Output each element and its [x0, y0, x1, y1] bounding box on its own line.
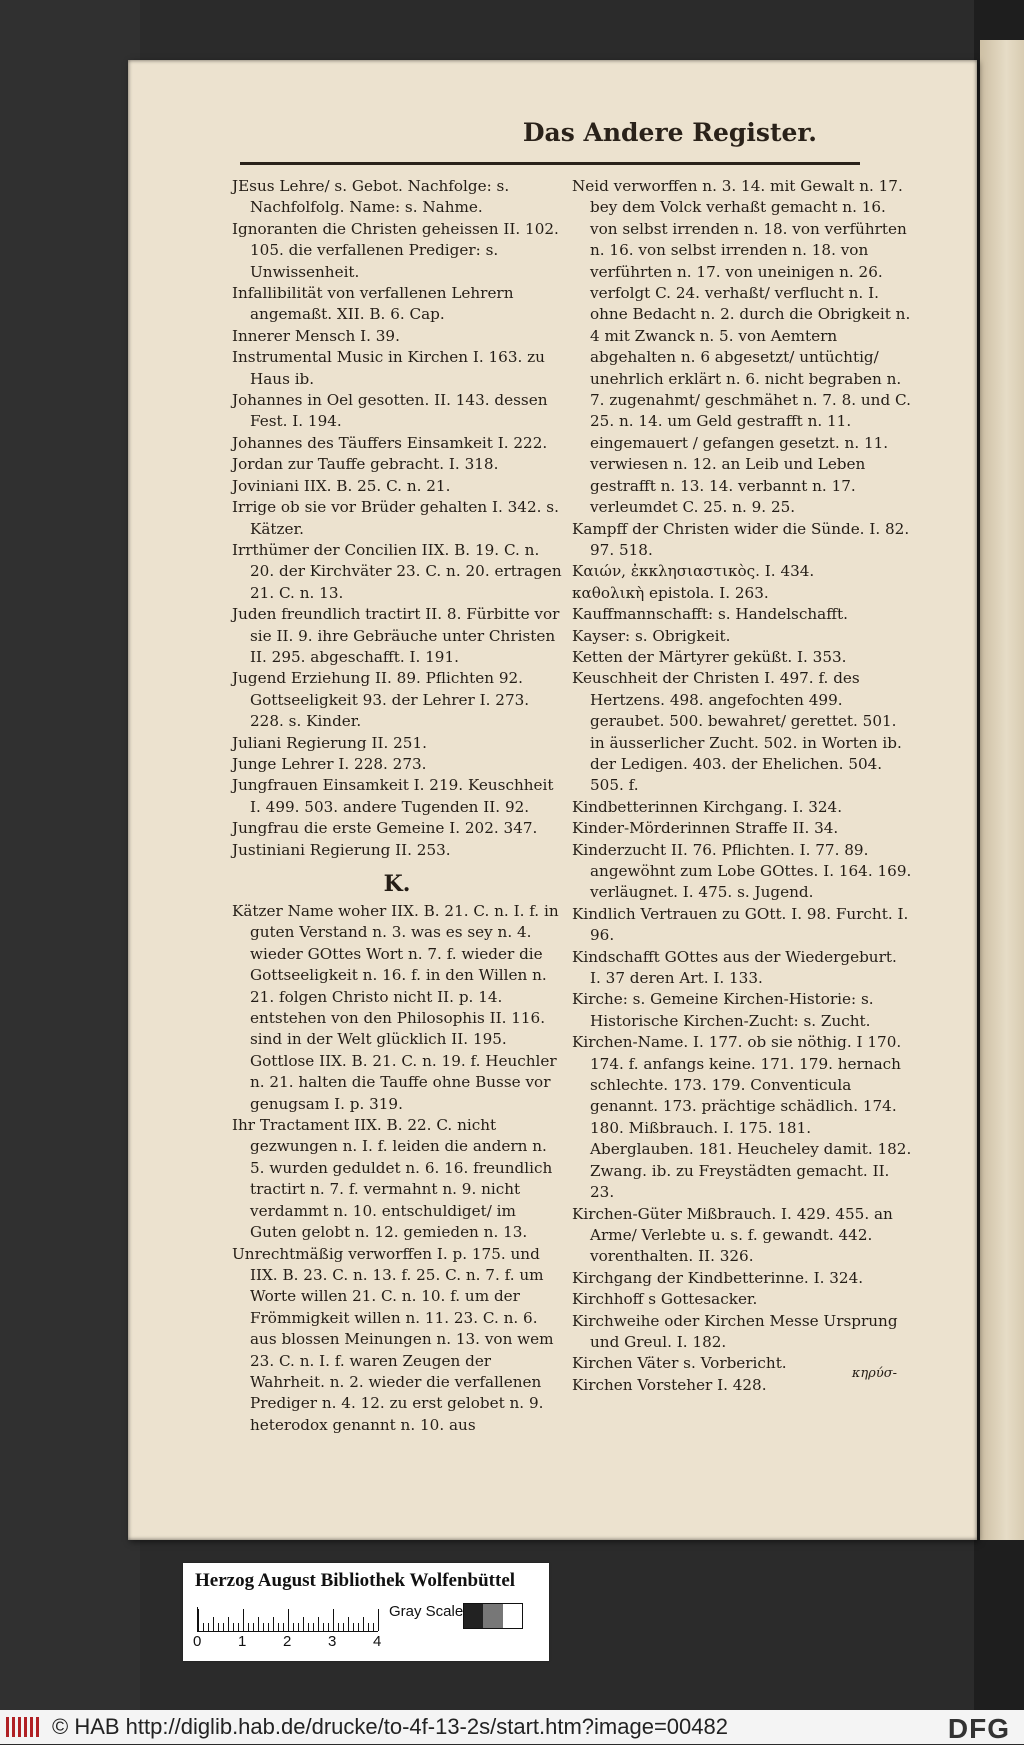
- right-column: [572, 176, 912, 1396]
- ruler-tick: [233, 1623, 234, 1631]
- index-entry: Ketten der Märtyrer geküßt. I. 353.: [572, 647, 847, 666]
- ruler-number: 2: [283, 1633, 292, 1650]
- gray-scale-label: Gray Scale: [389, 1603, 464, 1620]
- index-entry: Kirchhoff s Gottesacker.: [572, 1290, 758, 1309]
- index-entry: Johannes des Täuffers Einsamkeit I. 222.: [232, 433, 548, 452]
- index-entry: Johannes in Oel gesotten. II. 143. dessen Fest. I. 194.: [232, 391, 548, 431]
- library-name: Herzog August Bibliothek Wolfenbüttel: [195, 1570, 516, 1591]
- ruler-tick: [283, 1623, 284, 1631]
- index-entry: Jungfrauen Einsamkeit I. 219. Keuschheit I. 499. 503. andere Tugenden II. 92.: [232, 776, 554, 816]
- ruler-number: 4: [373, 1633, 382, 1650]
- ruler-tick: [288, 1609, 289, 1631]
- catchword: κηρύσ-: [851, 1366, 897, 1381]
- ruler: [197, 1607, 378, 1632]
- ruler-tick: [358, 1623, 359, 1631]
- index-entry: Juliani Regierung II. 251.: [232, 733, 427, 752]
- dfg-logo: DFG: [947, 1713, 1010, 1744]
- index-entry: Kirchen-Güter Mißbrauch. I. 429. 455. an Arme/ Verlebte u. s. f. gewandt. 442. vorenthalten. II. 326.: [572, 1204, 893, 1266]
- ruler-tick: [208, 1623, 209, 1631]
- index-entry: Infallibilität von verfallenen Lehrern angemaßt. XII. B. 6. Cap.: [232, 284, 514, 324]
- ruler-tick: [278, 1623, 279, 1631]
- index-entry: Joviniani IIX. B. 25. C. n. 21.: [232, 476, 451, 495]
- ruler-tick: [293, 1623, 294, 1631]
- section-letter-k: K.: [383, 871, 411, 897]
- page-header: [128, 118, 977, 158]
- ruler-tick: [308, 1623, 309, 1631]
- index-entry: Ignoranten die Christen geheissen II. 102. 105. die verfallenen Prediger: s. Unwissenheit.: [232, 219, 559, 281]
- index-entry: Καιών, ἐκκλησιαστικὸς. I. 434.: [572, 562, 815, 581]
- header-rule: [240, 162, 860, 165]
- index-entry: Kayser: s. Obrigkeit.: [572, 626, 731, 645]
- page-title: Das Andere Register.: [522, 118, 817, 147]
- ruler-tick: [313, 1623, 314, 1631]
- index-entry: Kirchen-Name. I. 177. ob sie nöthig. I 170. 174. f. anfangs keine. 171. 179. hernach schlechte. 173. 179. Conventicula genannt. 173. prächtige schädlich. 174. 180. Mißbrauch. I. 175. 181. Aberglauben. 181. Heucheley damit. 182. Zwang. ib. zu Freystädten gemacht. II. 23.: [572, 1033, 912, 1202]
- ruler-tick: [213, 1617, 214, 1631]
- index-entry: Kätzer Name woher IIX. B. 21. C. n. I. f. in guten Verstand n. 3. was es sey n. 4. wieder GOttes Wort n. 7. f. wieder die Gottseeligkeit n. 16. f. in den Willen n. 21. folgen Christo nicht II. p. 14. entstehen von den Philosophis II. 116. sind in der Welt glücklich II. 195. Gottlose IIX. B. 21. C. n. 19. f. Heuchler n. 21. halten die Tauffe ohne Busse vor genugsam I. p. 319.: [232, 902, 559, 1113]
- hab-logo-icon: [6, 1715, 44, 1739]
- ruler-tick: [298, 1623, 299, 1631]
- ruler-tick: [338, 1623, 339, 1631]
- index-entry: Kampff der Christen wider die Sünde. I. 82. 97. 518.: [572, 519, 910, 559]
- index-entry: Kirche: s. Gemeine Kirchen-Historie: s. Historische Kirchen-Zucht: s. Zucht.: [572, 990, 874, 1030]
- ruler-tick: [253, 1623, 254, 1631]
- ruler-tick: [258, 1617, 259, 1631]
- index-entry: Justiniani Regierung II. 253.: [232, 840, 451, 859]
- index-entry: Innerer Mensch I. 39.: [232, 326, 400, 345]
- color-scale-card: [183, 1563, 549, 1661]
- index-entry: Kauffmannschafft: s. Handelschafft.: [572, 605, 848, 624]
- index-entry: Kirchen Vorsteher I. 428.: [572, 1375, 767, 1394]
- ruler-tick: [263, 1623, 264, 1631]
- ruler-tick: [318, 1617, 319, 1631]
- ruler-tick: [248, 1623, 249, 1631]
- ruler-tick: [243, 1609, 244, 1631]
- ruler-tick: [203, 1623, 204, 1631]
- ruler-tick: [343, 1623, 344, 1631]
- ruler-tick: [268, 1623, 269, 1631]
- index-entry: Jugend Erziehung II. 89. Pflichten 92. Gottseeligkeit 93. der Lehrer I. 273. 228. s. Kinder.: [232, 669, 530, 731]
- index-entry: Keuschheit der Christen I. 497. f. des Hertzens. 498. angefochten 499. geraubet. 500. bewahret/ gerettet. 501. in äusserlicher Zucht. 502. in Worten ib. der Ledigen. 403. der Ehelichen. 504. 505. f.: [572, 669, 902, 795]
- ruler-tick: [273, 1617, 274, 1631]
- ruler-tick: [373, 1623, 374, 1631]
- index-entry: Junge Lehrer I. 228. 273.: [232, 754, 427, 773]
- index-entry: Jungfrau die erste Gemeine I. 202. 347.: [232, 819, 538, 838]
- ruler-number: 3: [328, 1633, 337, 1650]
- index-entry: Kinder-Mörderinnen Straffe II. 34.: [572, 819, 839, 838]
- ruler-tick: [223, 1623, 224, 1631]
- index-entry: Ihr Tractament IIX. B. 22. C. nicht gezwungen n. I. f. leiden die andern n. 5. wurden geduldet n. 6. 16. freundlich tractirt n. 7. f. vermahnt n. 9. nicht verdammt n. 10. entschuldiget/ im Guten gelobt n. 12. gemieden n. 13.: [232, 1116, 553, 1242]
- ruler-tick: [333, 1609, 334, 1631]
- index-entry: Kirchen Väter s. Vorbericht.: [572, 1354, 787, 1373]
- entries-before-k: [232, 176, 562, 861]
- ruler-number: 0: [193, 1633, 202, 1650]
- index-entry: Unrechtmäßig verworffen I. p. 175. und IIX. B. 23. C. n. 13. f. 25. C. n. 7. f. um Worte willen 21. C. n. 10. f. um der Frömmigkeit willen n. 11. 23. C. n. 6. aus blossen Meinungen n. 13. von wem 23. C. n. I. f. waren Zeugen der Wahrheit. n. 2. wieder die verfallenen Prediger n. 4. 12. zu erst gelobet n. 9. heterodox genannt n. 10. aus: [232, 1244, 554, 1434]
- ruler-tick: [228, 1617, 229, 1631]
- ruler-tick: [303, 1617, 304, 1631]
- index-entry: Kindbetterinnen Kirchgang. I. 324.: [572, 797, 843, 816]
- index-entry: καθολικὴ epistola. I. 263.: [572, 583, 769, 602]
- scan-background-left: [0, 0, 140, 1710]
- index-entry: Kirchweihe oder Kirchen Messe Ursprung und Greul. I. 182.: [572, 1311, 898, 1351]
- ruler-tick: [348, 1617, 349, 1631]
- ruler-tick: [328, 1623, 329, 1631]
- entries-after-k: [232, 901, 562, 1436]
- ruler-number: 1: [238, 1633, 247, 1650]
- ruler-tick: [238, 1623, 239, 1631]
- index-entry: Neid verworffen n. 3. 14. mit Gewalt n. 17. bey dem Volck verhaßt gemacht n. 16. von selbst irrenden n. 18. von verführten n. 16. von selbst irrenden n. 18. von verführten n. 17. von uneinigen n. 26. verfolgt C. 24. verhaßt/ verflucht n. I. ohne Bedacht n. 2. durch die Obrigkeit n. 4 mit Zwanck n. 5. von Aemtern abgehalten n. 6 abgesetzt/ untüchtig/ unehrlich erklärt n. 6. nicht begraben n. 7. zugenahmt/ geschmähet n. 7. 8. und C. 25. n. 14. um Geld gestrafft n. 11. eingemauert / gefangen gesetzt. n. 11. verwiesen n. 12. an Leib und Leben gestrafft n. 13. 14. verbannt n. 17. verleumdet C. 25. n. 9. 25.: [572, 177, 911, 517]
- ruler-tick: [368, 1623, 369, 1631]
- adjacent-page-edge: [980, 40, 1024, 1540]
- ruler-tick: [378, 1609, 379, 1631]
- footer-url[interactable]: © HAB http://diglib.hab.de/drucke/to-4f-13-2s/start.htm?image=00482: [52, 1714, 728, 1739]
- index-entry: Kindschafft GOttes aus der Wiedergeburt. I. 37 deren Art. I. 133.: [572, 947, 897, 988]
- index-entry: Kinderzucht II. 76. Pflichten. I. 77. 89. angewöhnt zum Lobe GOttes. I. 164. 169. verläugnet. I. 475. s. Jugend.: [572, 840, 912, 902]
- index-entry: Kindlich Vertrauen zu GOtt. I. 98. Furcht. I. 96.: [572, 904, 909, 945]
- gray-scale-patches: [463, 1603, 523, 1629]
- index-entry: Jordan zur Tauffe gebracht. I. 318.: [232, 455, 499, 474]
- index-entry: Irrthümer der Concilien IIX. B. 19. C. n. 20. der Kirchväter 23. C. n. 20. ertragen 21. C. n. 13.: [232, 540, 562, 602]
- index-entry: Irrige ob sie vor Brüder gehalten I. 342. s. Kätzer.: [232, 498, 559, 538]
- index-entry: JEsus Lehre/ s. Gebot. Nachfolge: s. Nachfolfolg. Name: s. Nahme.: [232, 177, 510, 217]
- ruler-tick: [198, 1609, 199, 1631]
- ruler-tick: [363, 1617, 364, 1631]
- index-entry: Kirchgang der Kindbetterinne. I. 324.: [572, 1268, 864, 1287]
- left-column: [232, 176, 562, 1436]
- ruler-tick: [353, 1623, 354, 1631]
- index-entry: Juden freundlich tractirt II. 8. Fürbitte vor sie II. 9. ihre Gebräuche unter Christen II. 295. abgeschafft. I. 191.: [232, 605, 560, 666]
- index-entry: Instrumental Music in Kirchen I. 163. zu Haus ib.: [232, 348, 545, 388]
- ruler-tick: [323, 1623, 324, 1631]
- ruler-tick: [218, 1623, 219, 1631]
- book-page: [128, 60, 977, 1540]
- footer-bar: [0, 1710, 1024, 1744]
